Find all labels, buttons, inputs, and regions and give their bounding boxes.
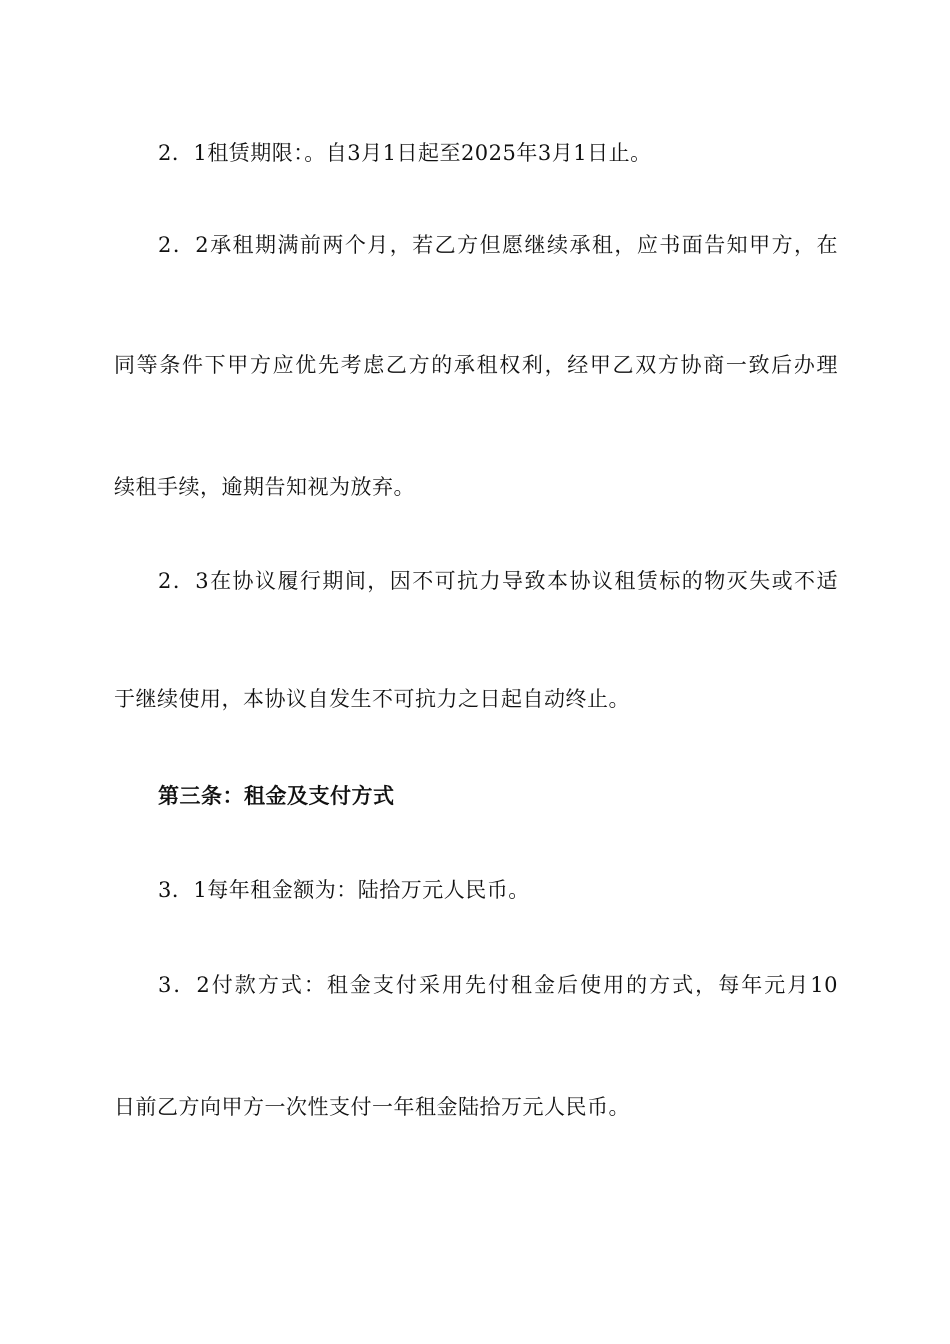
clause-2-3-line-2: 于继续使用，本协议自发生不可抗力之日起自动终止。 — [114, 687, 630, 711]
clause-2-2-line-2: 同等条件下甲方应优先考虑乙方的承租权利，经甲乙双方协商一致后办理 — [114, 353, 838, 377]
clause-2-2-line-1: 2．2承租期满前两个月，若乙方但愿继续承租，应书面告知甲方，在 — [158, 233, 838, 257]
clause-2-3-line-1: 2．3在协议履行期间，因不可抗力导致本协议租赁标的物灭失或不适 — [158, 569, 838, 593]
clause-3-2-line-2: 日前乙方向甲方一次性支付一年租金陆拾万元人民币。 — [114, 1095, 630, 1119]
clause-3-1: 3．1每年租金额为：陆拾万元人民币。 — [158, 878, 530, 902]
clause-2-2-line-3: 续租手续，逾期告知视为放弃。 — [114, 475, 415, 499]
clause-2-1: 2．1租赁期限：。自3月1日起至2025年3月1日止。 — [158, 141, 652, 165]
section-heading-article-3: 第三条：租金及支付方式 — [158, 783, 395, 808]
clause-3-2-line-1: 3．2付款方式：租金支付采用先付租金后使用的方式，每年元月10 — [158, 973, 838, 997]
